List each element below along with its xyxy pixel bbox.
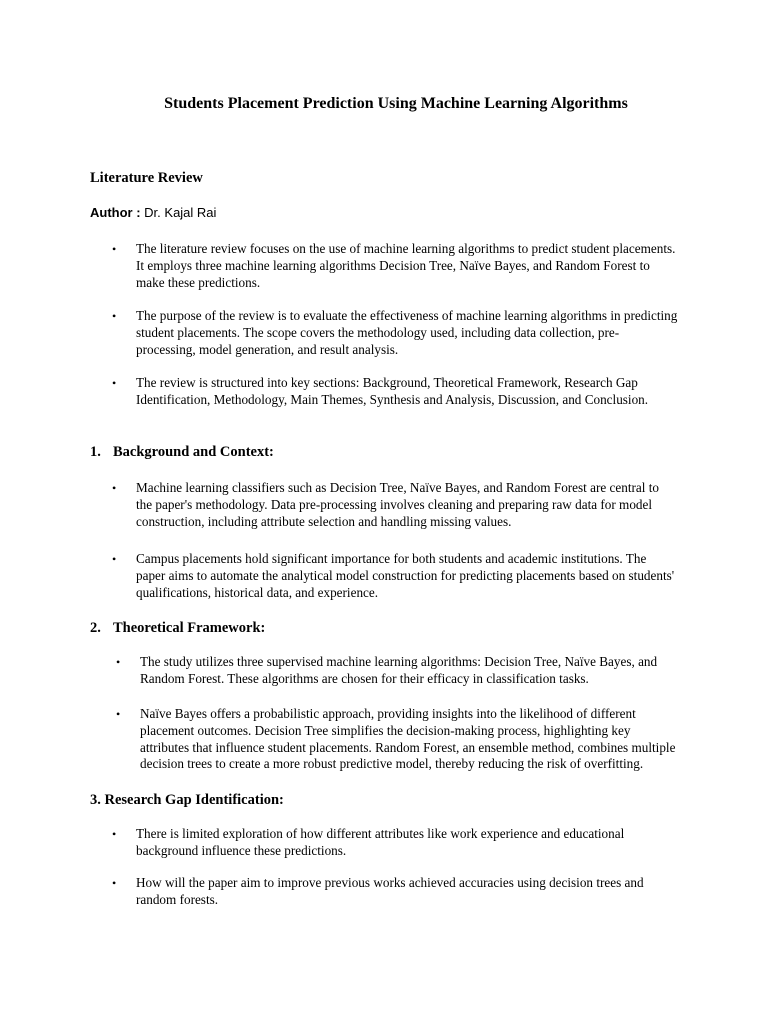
bullet-line: background influence these predictions. (136, 842, 347, 858)
list-item (112, 875, 716, 909)
bullet-line: processing, model generation, and result analysis. (136, 341, 399, 357)
bullet-line: decision trees to create a more robust predictive model, thereby reducing the risk of overfitting. (140, 756, 644, 772)
bullet-line: construction, including attribute selection and handling missing values. (136, 513, 512, 529)
bullet-icon: • (112, 481, 117, 495)
bullet-line: It employs three machine learning algorithms Decision Tree, Naïve Bayes, and Random Forest to (136, 257, 650, 273)
bullet-line: Identification, Methodology, Main Themes, Synthesis and Analysis, Discussion, and Conclusion. (136, 391, 649, 407)
bullet-line: Machine learning classifiers such as Decision Tree, Naïve Bayes, and Random Forest are central to (136, 480, 659, 495)
author-line (90, 205, 216, 221)
section-title: Theoretical Framework: (113, 620, 266, 636)
literature-review-heading: Literature Review (90, 170, 203, 186)
bullet-icon: • (112, 242, 117, 256)
bullet-line: placement outcomes. Decision Tree simplifies the decision-making process, highlighting key (140, 722, 631, 738)
bullet-line: The purpose of the review is to evaluate the effectiveness of machine learning algorithms in predicting (136, 308, 678, 323)
bullet-line: There is limited exploration of how different attributes like work experience and educational (136, 826, 625, 841)
list-item (112, 551, 716, 601)
list-item (116, 706, 720, 773)
bullet-icon: • (112, 552, 117, 566)
bullet-line: How will the paper aim to improve previous works achieved accuracies using decision trees and (136, 875, 644, 890)
list-item (112, 826, 716, 860)
section-number: 2. (90, 620, 101, 636)
theoretical-framework-heading (90, 619, 265, 637)
background-heading (90, 443, 274, 461)
list-item (112, 480, 716, 530)
bullet-icon: • (116, 655, 121, 669)
section-number: 1. (90, 444, 101, 460)
bullet-line: Random Forest. These algorithms are chosen for their efficacy in classification tasks. (140, 670, 589, 686)
list-item (116, 654, 720, 688)
bullet-line: Naïve Bayes offers a probabilistic approach, providing insights into the likelihood of different (140, 706, 636, 721)
bullet-icon: • (116, 707, 121, 721)
research-gap-heading: 3. Research Gap Identification: (90, 792, 284, 808)
bullet-line: random forests. (136, 891, 219, 907)
bullet-line: student placements. The scope covers the methodology used, including data collection, pre- (136, 324, 620, 340)
bullet-line: the paper's methodology. Data pre-processing involves cleaning and preparing raw data for model (136, 496, 653, 512)
bullet-line: paper aims to automate the analytical model construction for predicting placements based on students' (136, 567, 675, 583)
bullet-line: attributes that influence student placements. Random Forest, an ensemble method, combines multiple (140, 739, 676, 755)
bullet-line: make these predictions. (136, 274, 261, 290)
section-title: Background and Context: (113, 444, 274, 460)
author-name: Dr. Kajal Rai (144, 205, 217, 220)
bullet-line: The study utilizes three supervised machine learning algorithms: Decision Tree, Naïve Bayes, and (140, 654, 658, 669)
bullet-icon: • (112, 827, 117, 841)
bullet-line: Campus placements hold significant importance for both students and academic institutions. The (136, 551, 647, 566)
list-item (112, 308, 716, 358)
list-item (112, 241, 716, 291)
bullet-icon: • (112, 376, 117, 390)
list-item (112, 375, 716, 409)
bullet-line: The review is structured into key sections: Background, Theoretical Framework, Research Gap (136, 375, 638, 390)
document-title: Students Placement Prediction Using Machine Learning Algorithms (164, 95, 628, 112)
author-label: Author : (90, 205, 141, 220)
bullet-icon: • (112, 876, 117, 890)
bullet-icon: • (112, 309, 117, 323)
bullet-line: qualifications, historical data, and experience. (136, 584, 379, 600)
bullet-line: The literature review focuses on the use of machine learning algorithms to predict student placements. (136, 241, 676, 256)
